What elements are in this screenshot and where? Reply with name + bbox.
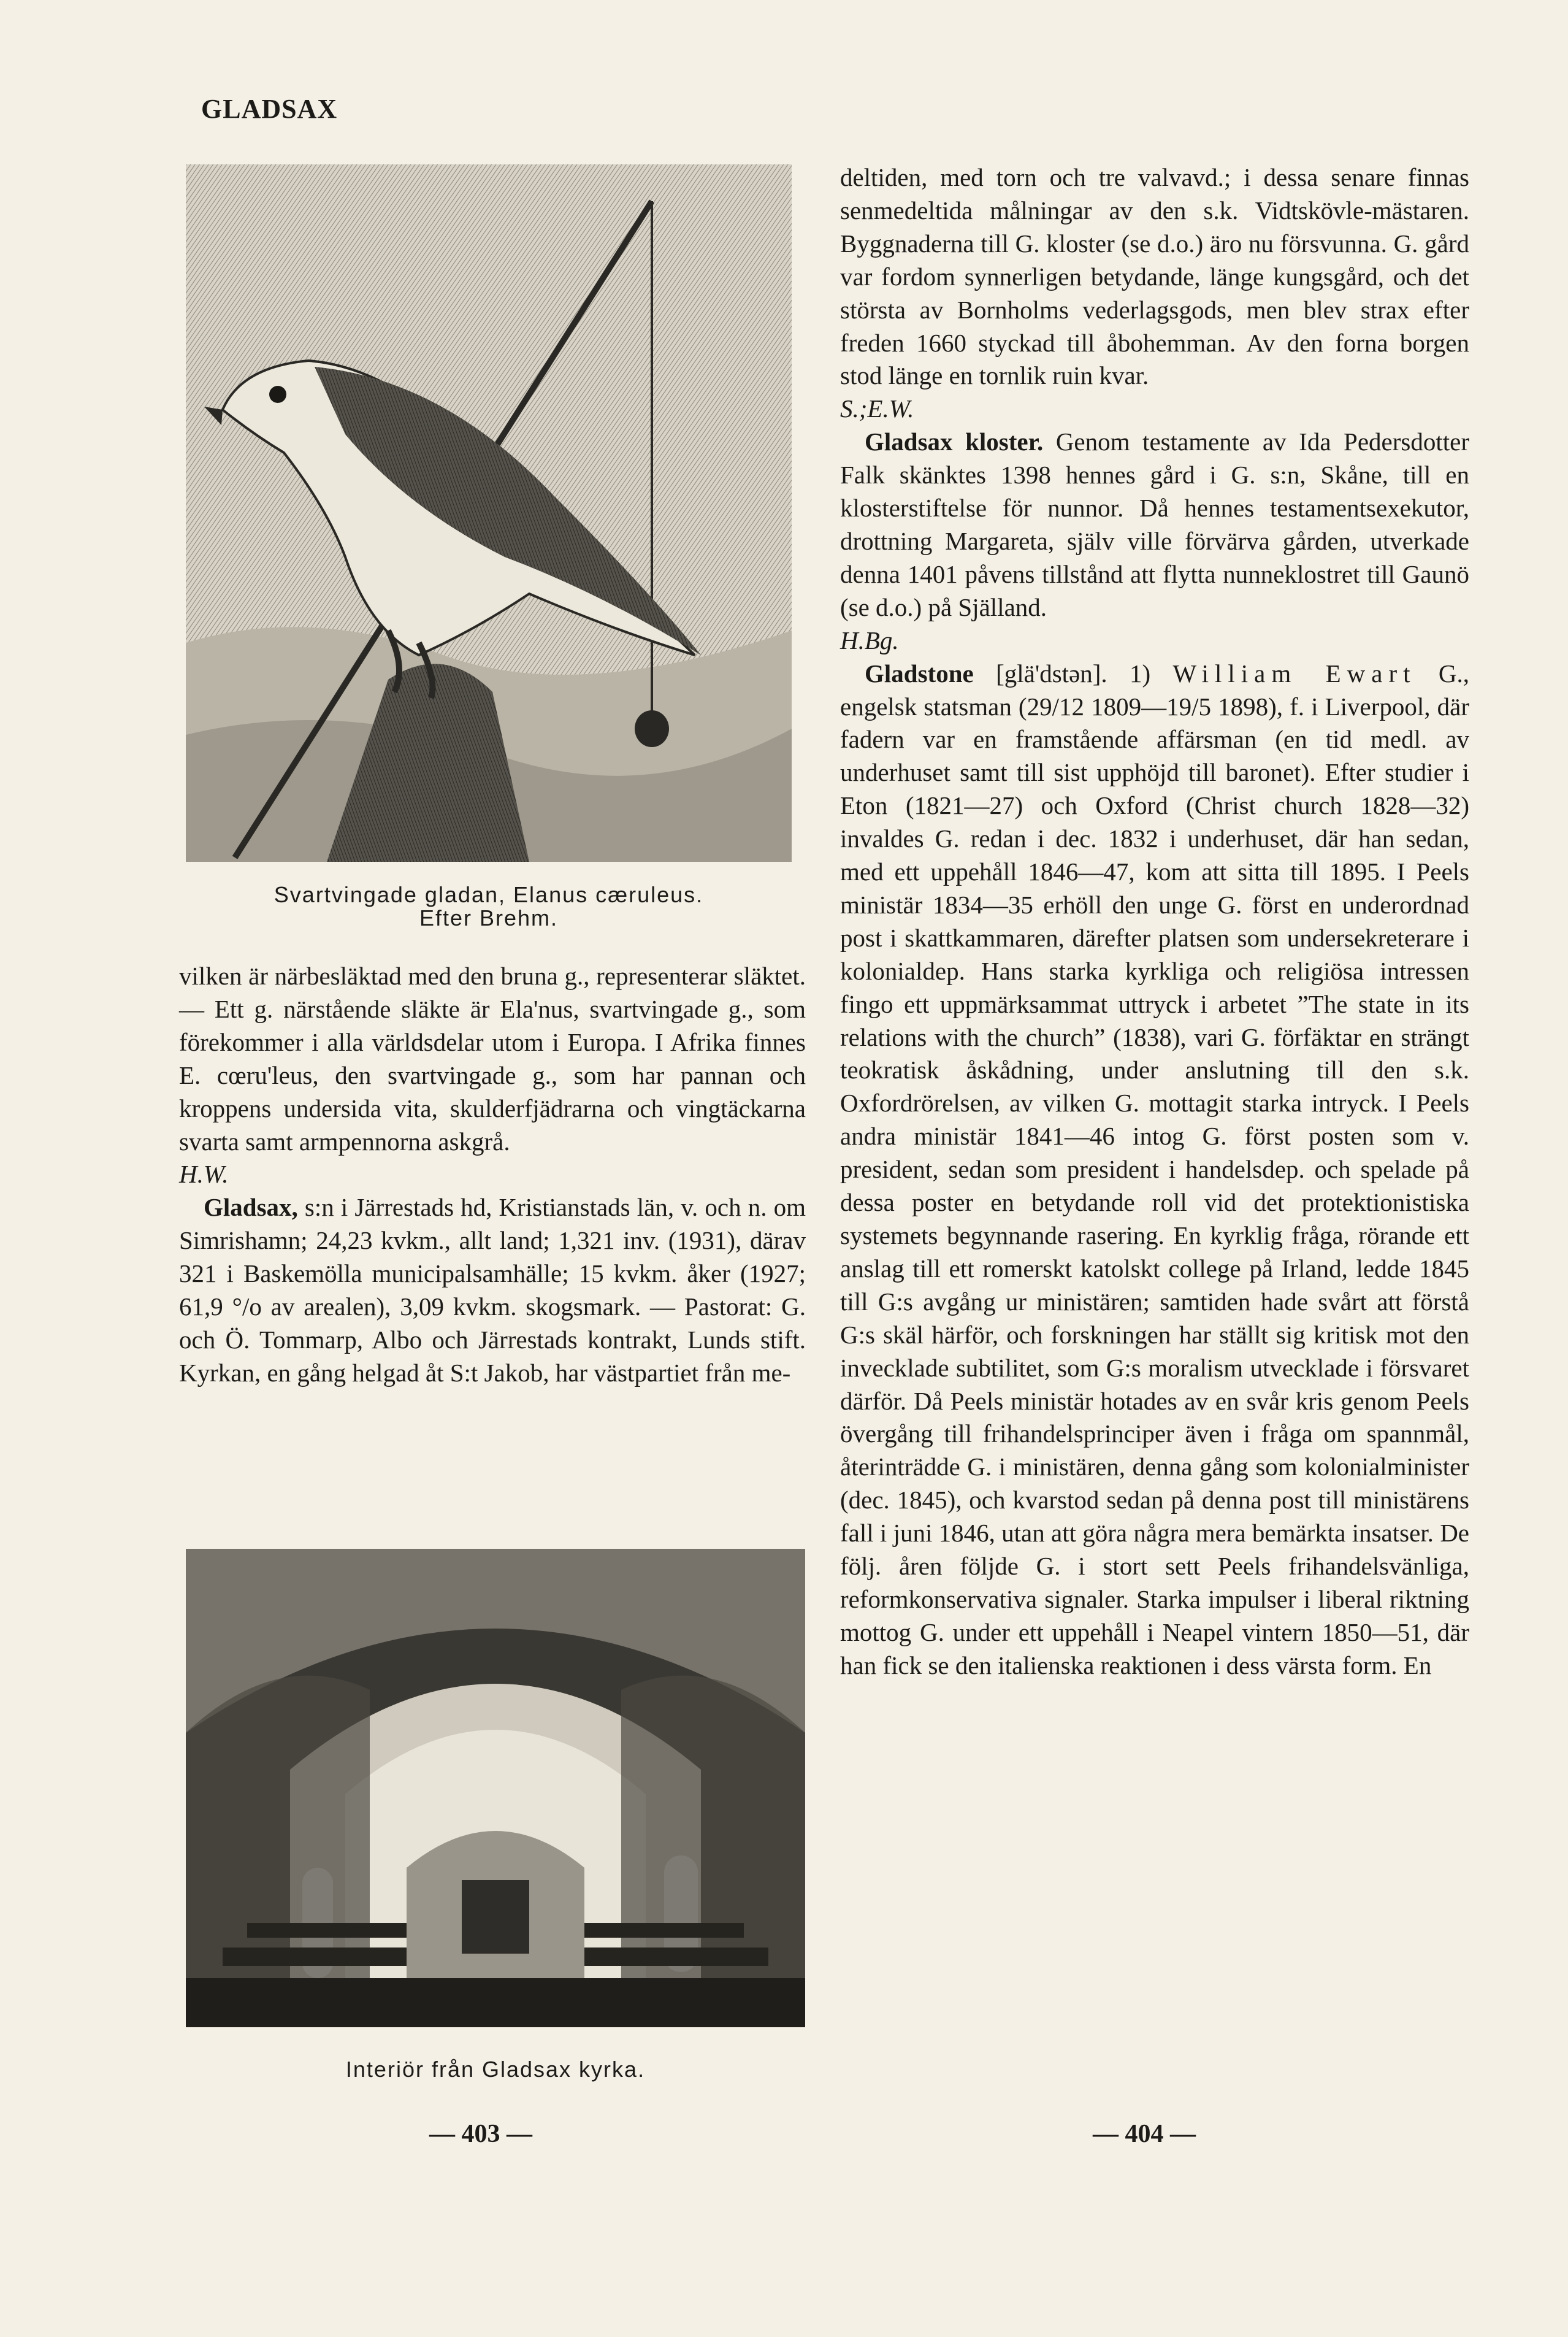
left-text-column [179,960,806,1390]
caption-line: Efter Brehm. [419,905,559,931]
entry-headword: Gladstone [865,659,974,688]
figure-caption-church [186,2058,805,2081]
pronunciation: [glä'dstən]. 1) [973,659,1173,688]
caption-line: Svartvingade gladan, Elanus cæruleus. [273,882,704,907]
page-number-right: — 404 — [1093,2120,1196,2148]
person-name: William Ewart [1172,659,1417,688]
paragraph-gladsax-continuation: deltiden, med torn och tre valvavd.; i dessa senare finnas senmedeltida målningar av den s.k. Vidtskövle-mästaren. Byggnaderna till G. kloster (se d.o.) äro nu försvunna. G. gård var fordom synnerligen betydande, länge kungsgård, och det största av Bornholms vederlagsgods, men blev strax efter freden 1660 styckad till åbohemman. Av den forna borgen stod länge en tornlik ruin kvar. [840,163,1469,390]
entry-body: G., engelsk statsman (29/12 1809—19/5 1898), f. i Liverpool, där fadern var en framstående affärsman (en tid medl. av underhuset samt till sist upphöjd till baronet). Efter studier i Eton (1821—27) och Oxford (Christ church 1828—32) invaldes G. redan i dec. 1832 i underhuset, där han sedan, med ett uppehåll 1846—47, kom att sitta till 1895. I Peels ministär 1834—35 erhöll den unge G. först en underordnad post i skattkammaren, därefter platsen som undersekreterare i kolonialdep. Hans starka kyrkliga och religiösa intressen fingo ett uppmärksammat uttryck i arbetet ”The state in its relations with the church” (1838), vari G. förfäktar en strängt teokratisk åskådning, under anslutning till den s.k. Oxfordrörelsen, av vilken G. mottagit starka intryck. I Peels andra ministär 1841—46 intog G. först posten som v. president, sedan som president i handelsdep. och spelade på dessa poster en betydande roll vid det protektionistiska systemets begynnande rasering. En kyrklig fråga, rörande ett anslag till ett romerskt katolskt college på Irland, ledde 1845 till G:s avgång ur ministären; samtiden hade svårt att förstå G:s skäl härför, och forskningen har ställt sig kritisk mot den invecklade subtilitet, som G:s moralism utvecklade i försvaret därför. Då Peels ministär hotades av en svår kris genom Peels övergång till frihandelsprinciper även i fråga om spannmål, återinträdde G. i ministären, denna gång som kolonialminister (dec. 1845), och kvarstod sedan på denna post till ministärens fall i juni 1846, utan att göra några mera bemärkta insatser. De följ. åren följde G. i stort sett Peels frihandelsvänliga, reformkonservativa signaler. Starka impulser i liberal riktning mottog G. under ett uppehåll i Neapel vintern 1850—51, där han fick se den italienska reaktionen i dess värsta form. En [840,659,1470,1679]
caption-line: Interiör från Gladsax kyrka. [345,2057,646,2082]
author-signature: H.W. [179,1160,229,1189]
kite-illustration [186,164,792,862]
entry-body: Genom testamente av Ida Pedersdotter Falk skänktes 1398 hennes gård i G. s:n, Skåne, till en klosterstiftelse för nunnor. Då hennes testamentsexekutor, drottning Margareta, själv ville förvärva gården, utverkade denna 1401 påvens tillstånd att flytta nunneklostret till Gaunö (se d.o.) på Själland. [840,428,1470,621]
entry-gladstone [840,658,1469,1683]
running-head: GLADSAX [201,94,338,124]
entry-body: s:n i Järrestads hd, Kristianstads län, v. och n. om Simrishamn; 24,23 kvkm., allt land; 1,321 inv. (1931), därav 321 i Baskemölla municipalsamhälle; 15 kvkm. åker (1927; 61,9 °/o av arealen), 3,09 kvkm. skogsmark. — Pastorat: G. och Ö. Tommarp, Albo och Järrestads kontrakt, Lunds stift. Kyrkan, en gång helgad åt S:t Jakob, har västpartiet från me- [179,1193,806,1387]
entry-headword: Gladsax kloster. [865,428,1044,456]
author-signature: H.Bg. [840,626,899,654]
entry-headword: Gladsax, [204,1193,298,1222]
right-text-column [840,161,1469,1683]
church-interior-photo [186,1549,805,2027]
page-number-left: — 403 — [429,2120,532,2148]
entry-gladsax [179,1191,806,1389]
figure-caption-kite [186,883,792,930]
paragraph-kite-continuation: vilken är närbesläktad med den bruna g., representerar släktet. — Ett g. närstående släkte är Ela'nus, svartvingade g., som förekommer i alla världsdelar utom i Europa. I Afrika finnes E. cœru'leus, den svartvingade g., som har pannan och kroppens undersida vita, skulderfjädrarna och vingtäckarna svarta samt armpennorna askgrå. [179,962,806,1156]
entry-gladsax-kloster [840,426,1469,624]
author-signature: S.;E.W. [840,394,914,423]
church-interior-illustration [186,1549,805,2027]
kite-engraving-image [186,164,792,862]
